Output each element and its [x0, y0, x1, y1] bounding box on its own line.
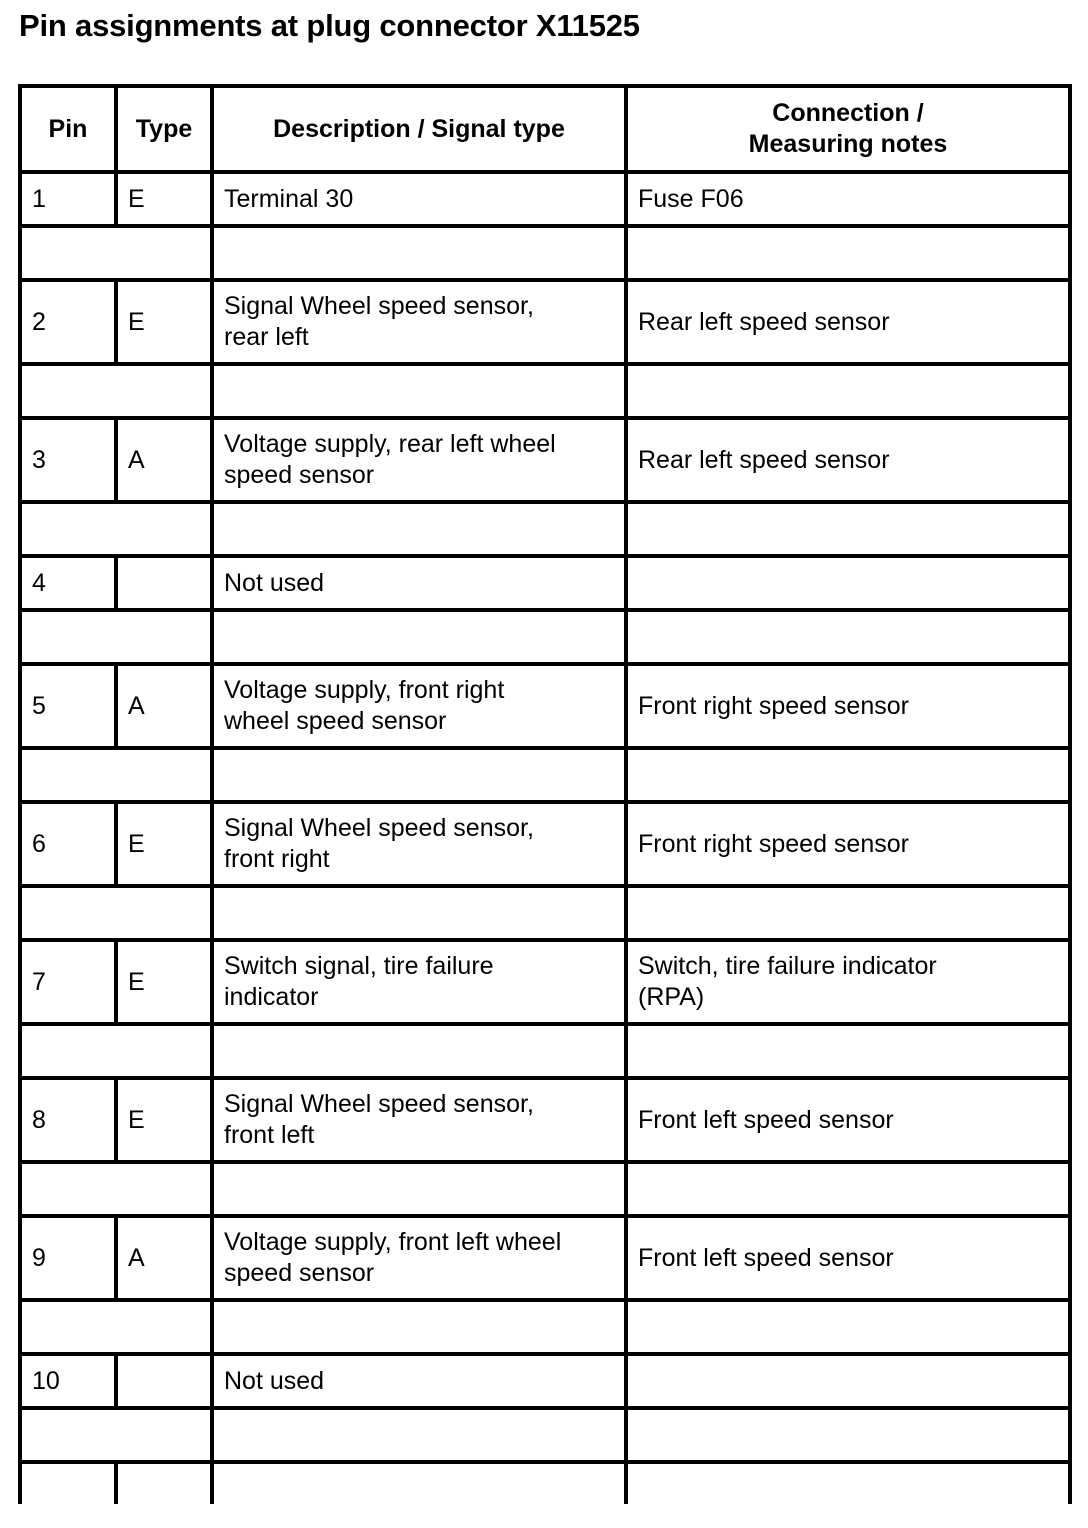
- cell-type: E: [116, 172, 212, 226]
- cell-connection: [626, 1216, 1070, 1300]
- cell-line: Voltage supply, front left wheel: [224, 1228, 562, 1256]
- cell-line: Voltage supply, front right: [224, 676, 505, 704]
- cell-line: speed sensor: [224, 461, 375, 489]
- cell-line: Front right speed sensor: [638, 691, 909, 720]
- cell-type: A: [116, 664, 212, 748]
- spacer-cell: [20, 610, 212, 664]
- table-spacer-row: [20, 502, 1070, 556]
- cell-line: front right: [224, 845, 330, 873]
- cell-line: Signal Wheel speed sensor,: [224, 814, 534, 842]
- cell-line: Voltage supply, rear left wheel: [224, 430, 556, 458]
- cell-pin: 9: [20, 1216, 116, 1300]
- page-title: Pin assignments at plug connector X11525: [19, 8, 640, 43]
- table-row: [20, 172, 1070, 226]
- cell-line: Signal Wheel speed sensor,: [224, 1090, 534, 1118]
- cell-connection: [626, 664, 1070, 748]
- spacer-cell: [20, 502, 212, 556]
- cell-line: (RPA): [638, 983, 705, 1011]
- table-spacer-row: [20, 1300, 1070, 1354]
- spacer-cell: [20, 1162, 212, 1216]
- table-spacer-row: [20, 226, 1070, 280]
- cell-type: E: [116, 1078, 212, 1162]
- table-body: [20, 172, 1070, 1504]
- spacer-cell: [212, 886, 626, 940]
- spacer-cell: [212, 748, 626, 802]
- empty-cell: [116, 1462, 212, 1504]
- table-row: [20, 664, 1070, 748]
- spacer-cell: [20, 1024, 212, 1078]
- header-connection-line1: Connection /: [772, 99, 924, 127]
- table-row-partial: [20, 1462, 1070, 1504]
- spacer-cell: [212, 502, 626, 556]
- cell-line: Rear left speed sensor: [638, 307, 890, 336]
- cell-pin: 5: [20, 664, 116, 748]
- table-row: [20, 280, 1070, 364]
- spacer-cell: [626, 1162, 1070, 1216]
- cell-connection: [626, 556, 1070, 610]
- spacer-cell: [626, 610, 1070, 664]
- spacer-cell: [626, 364, 1070, 418]
- cell-line: Front left speed sensor: [638, 1105, 894, 1134]
- cell-line: Not used: [224, 1366, 325, 1395]
- empty-cell: [20, 1462, 116, 1504]
- cell-type: E: [116, 940, 212, 1024]
- spacer-cell: [20, 886, 212, 940]
- cell-connection: [626, 1078, 1070, 1162]
- empty-cell: [212, 1462, 626, 1504]
- spacer-cell: [626, 1300, 1070, 1354]
- spacer-cell: [20, 1408, 212, 1462]
- cell-line: Rear left speed sensor: [638, 445, 890, 474]
- spacer-cell: [626, 748, 1070, 802]
- cell-connection: [626, 1354, 1070, 1408]
- table-row: [20, 556, 1070, 610]
- cell-type: [116, 556, 212, 610]
- spacer-cell: [212, 1162, 626, 1216]
- cell-pin: 1: [20, 172, 116, 226]
- cell-pin: 3: [20, 418, 116, 502]
- cell-line: speed sensor: [224, 1259, 375, 1287]
- spacer-cell: [212, 610, 626, 664]
- cell-line: wheel speed sensor: [224, 707, 447, 735]
- cell-type: A: [116, 418, 212, 502]
- cell-description: [212, 1216, 626, 1300]
- header-pin: Pin: [20, 86, 116, 172]
- cell-line: Switch, tire failure indicator: [638, 952, 937, 980]
- cell-pin: 2: [20, 280, 116, 364]
- cell-description: [212, 280, 626, 364]
- cell-line: Front left speed sensor: [638, 1243, 894, 1272]
- spacer-cell: [212, 1408, 626, 1462]
- cell-description: [212, 802, 626, 886]
- cell-line: Not used: [224, 568, 325, 597]
- cell-line: Fuse F06: [638, 184, 744, 213]
- pin-assignment-table: [18, 84, 1072, 1504]
- cell-type: E: [116, 802, 212, 886]
- cell-type: A: [116, 1216, 212, 1300]
- cell-description: [212, 664, 626, 748]
- cell-line: Terminal 30: [224, 184, 354, 213]
- header-connection-line2: Measuring notes: [748, 130, 948, 158]
- cell-type: E: [116, 280, 212, 364]
- spacer-cell: [20, 364, 212, 418]
- spacer-cell: [626, 886, 1070, 940]
- cell-type: [116, 1354, 212, 1408]
- cell-line: rear left: [224, 323, 309, 351]
- table-spacer-row: [20, 886, 1070, 940]
- cell-description: [212, 1354, 626, 1408]
- cell-line: Front right speed sensor: [638, 829, 909, 858]
- spacer-cell: [20, 1300, 212, 1354]
- empty-cell: [626, 1462, 1070, 1504]
- cell-pin: 6: [20, 802, 116, 886]
- table-row: [20, 1354, 1070, 1408]
- table-row: [20, 1216, 1070, 1300]
- table-spacer-row: [20, 364, 1070, 418]
- header-connection: [626, 86, 1070, 172]
- header-description: Description / Signal type: [212, 86, 626, 172]
- spacer-cell: [626, 1024, 1070, 1078]
- spacer-cell: [212, 1024, 626, 1078]
- table-row: [20, 802, 1070, 886]
- header-type: Type: [116, 86, 212, 172]
- cell-pin: 7: [20, 940, 116, 1024]
- cell-description: [212, 940, 626, 1024]
- cell-line: Switch signal, tire failure: [224, 952, 494, 980]
- cell-description: [212, 556, 626, 610]
- table-spacer-row: [20, 1162, 1070, 1216]
- spacer-cell: [626, 502, 1070, 556]
- cell-description: [212, 1078, 626, 1162]
- cell-connection: [626, 940, 1070, 1024]
- spacer-cell: [20, 226, 212, 280]
- table-spacer-row: [20, 610, 1070, 664]
- spacer-cell: [212, 1300, 626, 1354]
- table-header-row: [20, 86, 1070, 172]
- cell-pin: 10: [20, 1354, 116, 1408]
- cell-connection: [626, 172, 1070, 226]
- spacer-cell: [212, 364, 626, 418]
- cell-pin: 8: [20, 1078, 116, 1162]
- cell-connection: [626, 280, 1070, 364]
- table-spacer-row: [20, 748, 1070, 802]
- table-spacer-row: [20, 1408, 1070, 1462]
- cell-line: indicator: [224, 983, 319, 1011]
- cell-description: [212, 418, 626, 502]
- cell-description: [212, 172, 626, 226]
- spacer-cell: [626, 226, 1070, 280]
- cell-connection: [626, 418, 1070, 502]
- table-row: [20, 418, 1070, 502]
- table-spacer-row: [20, 1024, 1070, 1078]
- cell-line: Signal Wheel speed sensor,: [224, 292, 534, 320]
- spacer-cell: [626, 1408, 1070, 1462]
- table-row: [20, 940, 1070, 1024]
- spacer-cell: [20, 748, 212, 802]
- cell-pin: 4: [20, 556, 116, 610]
- cell-connection: [626, 802, 1070, 886]
- cell-line: front left: [224, 1121, 315, 1149]
- spacer-cell: [212, 226, 626, 280]
- table-row: [20, 1078, 1070, 1162]
